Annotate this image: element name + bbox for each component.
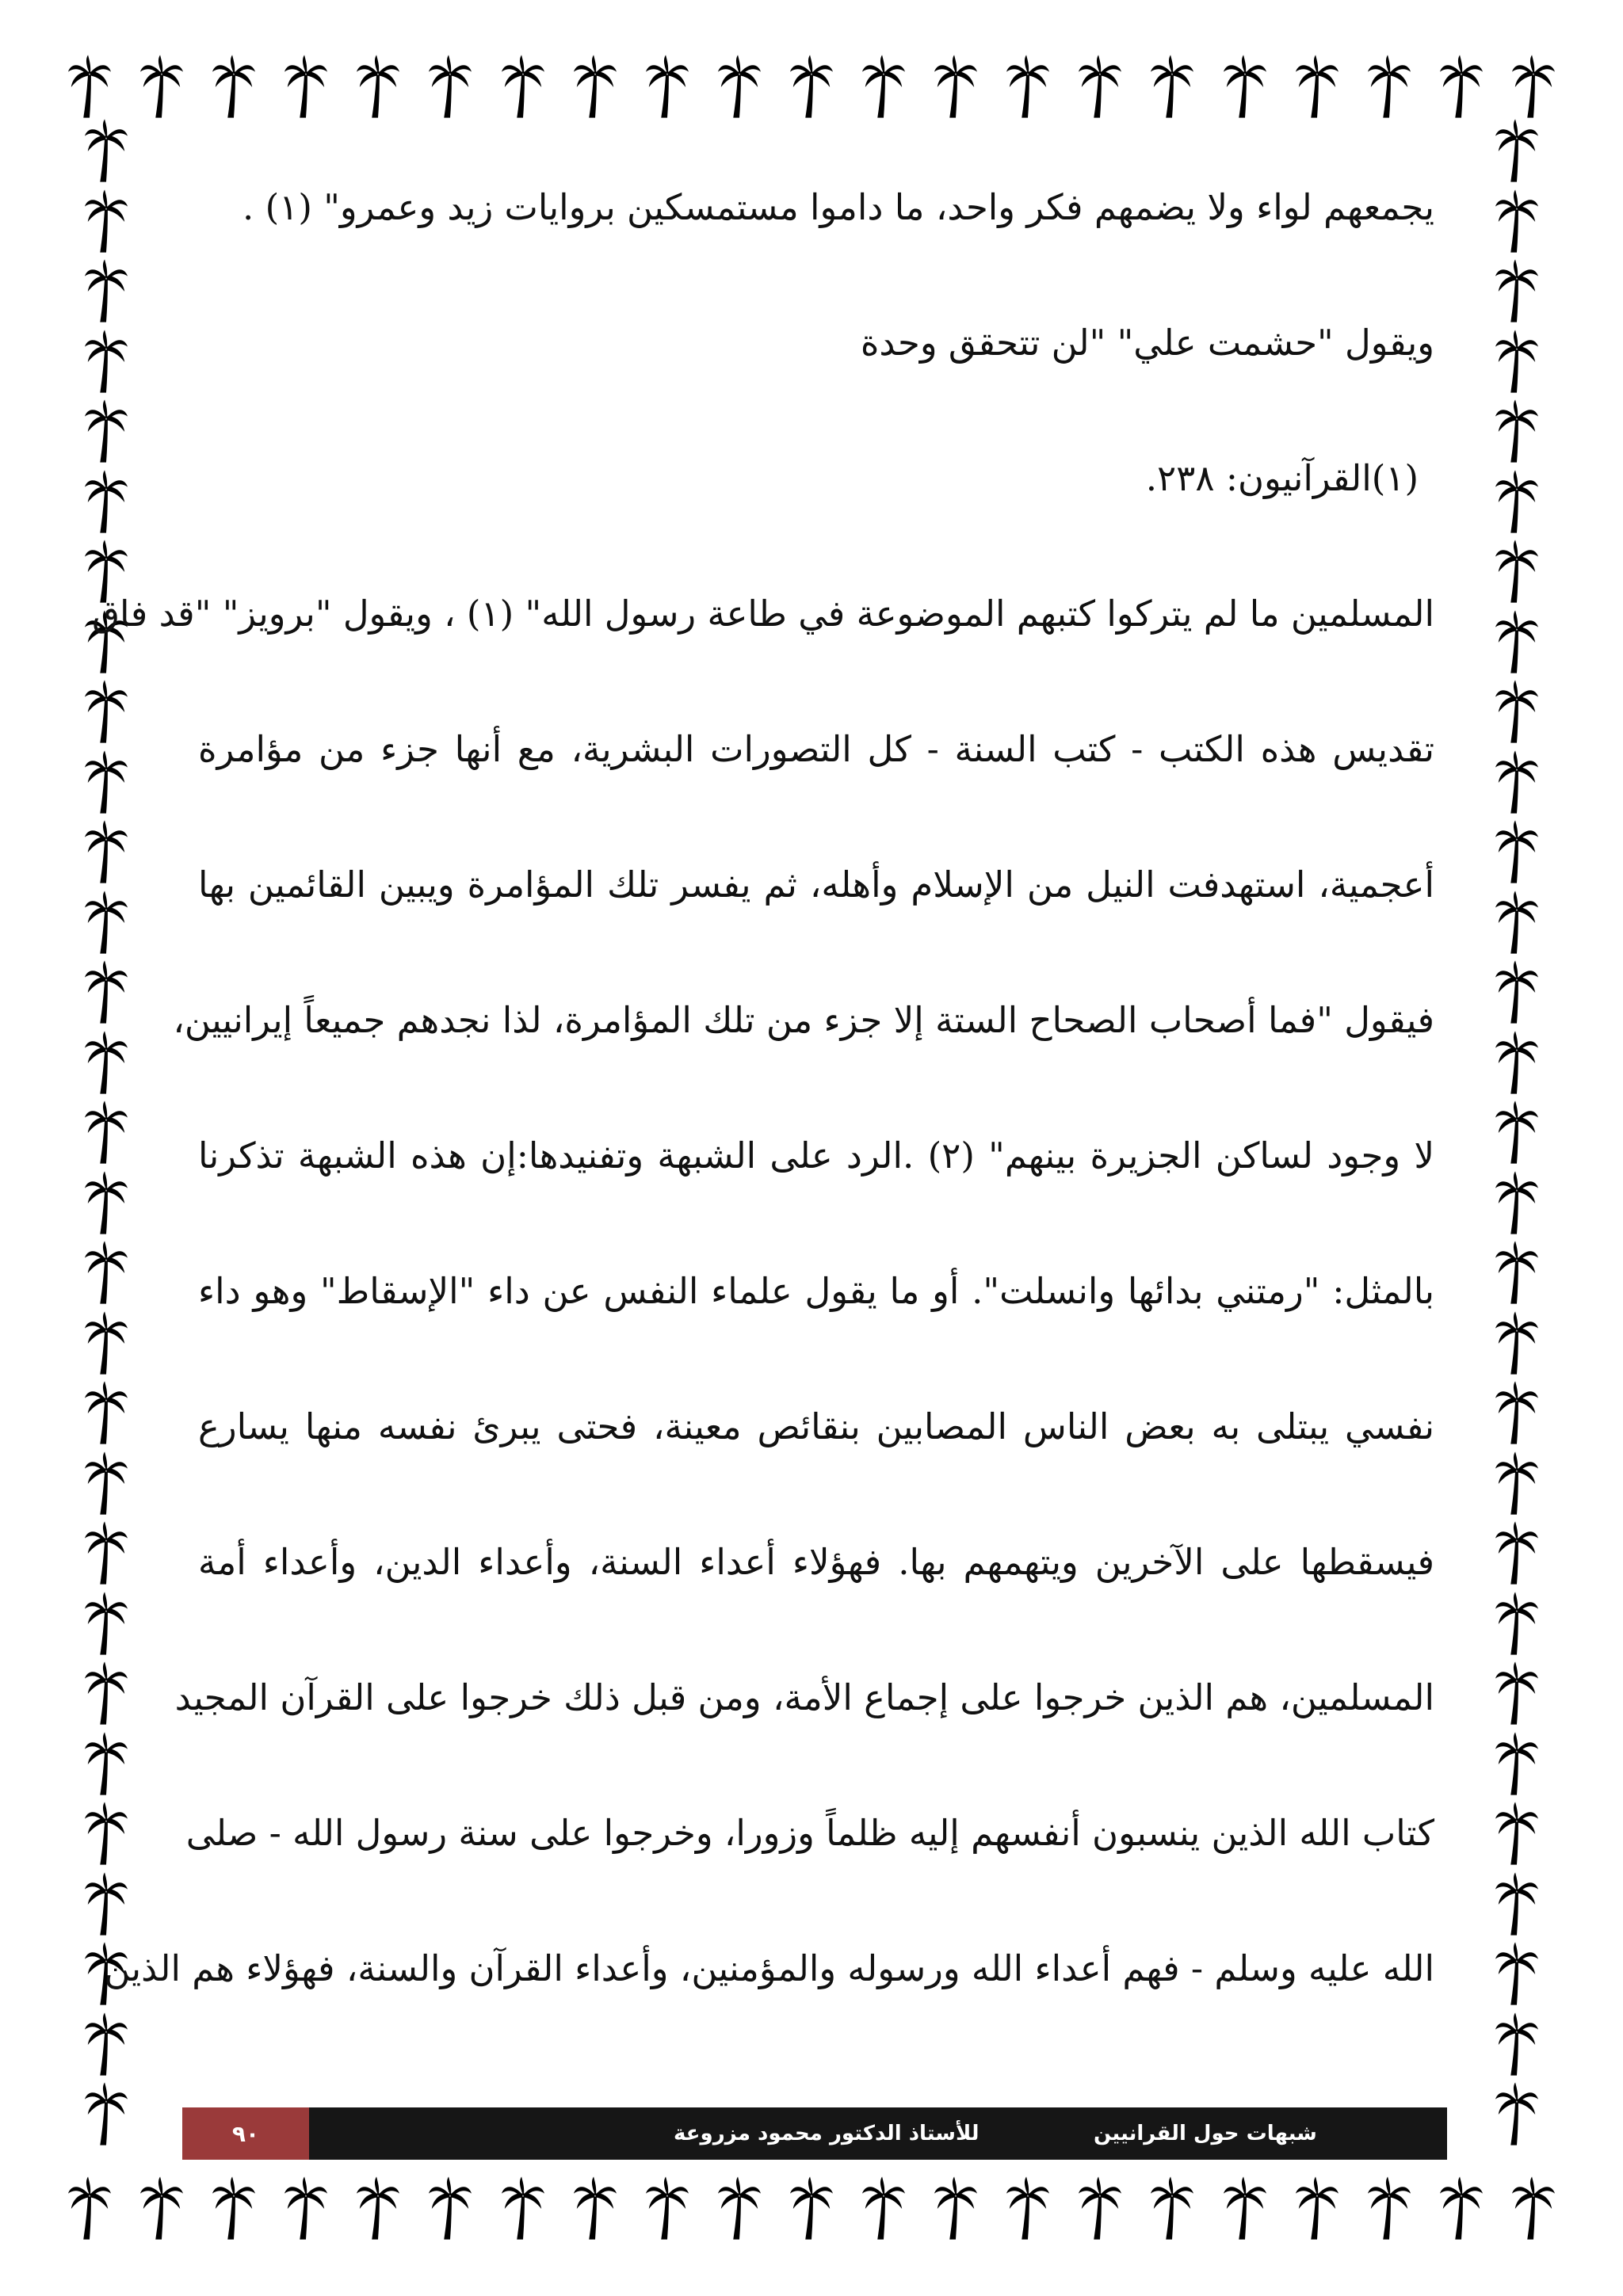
palm-tree-icon: [83, 1661, 129, 1726]
palm-tree-icon: [1005, 55, 1051, 120]
footer-book-title: شبهات حول القرانيين: [1094, 2122, 1317, 2145]
palm-tree-icon: [67, 2176, 113, 2241]
text-line: بالمثل: "رمتني بدائها وانسلت". أو ما يقول علماء النفس عن داء "الإسقاط" وهو داء: [198, 1270, 1434, 1312]
palm-tree-icon: [1494, 891, 1540, 955]
border-bottom: [67, 2169, 1556, 2248]
palm-tree-icon: [1510, 55, 1556, 120]
palm-tree-icon: [83, 1031, 129, 1096]
palm-tree-icon: [83, 750, 129, 815]
palm-tree-icon: [283, 55, 329, 120]
palm-tree-icon: [1494, 119, 1540, 184]
text-line: نفسي يبتلى به بعض الناس المصابين بنقائص معينة، فحتى يبرئ نفسه منها يسارع: [198, 1405, 1434, 1447]
palm-tree-icon: [572, 55, 618, 120]
palm-tree-icon: [139, 2176, 185, 2241]
text-line: يجمعهم لواء ولا يضمهم فكر واحد، ما داموا مستمسكين بروايات زيد وعمرو" (١) .: [242, 186, 1434, 228]
palm-tree-icon: [1494, 1451, 1540, 1516]
palm-tree-icon: [1294, 55, 1340, 120]
palm-tree-icon: [1494, 2082, 1540, 2147]
palm-tree-icon: [83, 2082, 129, 2147]
text-line: فيسقطها على الآخرين ويتهمهم بها. فهؤلاء أعداء السنة، وأعداء الدين، وأعداء أمة: [198, 1541, 1434, 1583]
palm-tree-icon: [83, 1100, 129, 1165]
palm-tree-icon: [1494, 330, 1540, 395]
palm-tree-icon: [789, 2176, 834, 2241]
palm-tree-icon: [83, 1171, 129, 1236]
palm-tree-icon: [1494, 750, 1540, 815]
palm-tree-icon: [83, 1592, 129, 1657]
palm-tree-icon: [1494, 680, 1540, 745]
palm-tree-icon: [83, 1732, 129, 1797]
palm-tree-icon: [1494, 189, 1540, 254]
text-line: تقديس هذه الكتب - كتب السنة - كل التصورات البشرية، مع أنها جزء من مؤامرة: [198, 728, 1434, 770]
palm-tree-icon: [83, 960, 129, 1025]
palm-tree-icon: [1149, 2176, 1195, 2241]
palm-tree-icon: [83, 259, 129, 324]
palm-tree-icon: [1494, 1661, 1540, 1726]
palm-tree-icon: [1222, 2176, 1268, 2241]
palm-tree-icon: [1077, 55, 1123, 120]
palm-tree-icon: [644, 55, 690, 120]
palm-tree-icon: [1494, 1171, 1540, 1236]
page-body: [92, 176, 1434, 2073]
palm-tree-icon: [572, 2176, 618, 2241]
palm-tree-icon: [83, 1241, 129, 1306]
palm-tree-icon: [1222, 55, 1268, 120]
palm-tree-icon: [1494, 1381, 1540, 1446]
footer-author: للأستاذ الدكتور محمود مزروعة: [674, 2122, 980, 2145]
page-footer: [182, 2107, 1447, 2160]
palm-tree-icon: [1494, 399, 1540, 464]
palm-tree-icon: [83, 1872, 129, 1937]
palm-tree-icon: [427, 2176, 473, 2241]
palm-tree-icon: [283, 2176, 329, 2241]
palm-tree-icon: [1494, 2012, 1540, 2077]
page-number: ٩٠: [182, 2107, 309, 2160]
palm-tree-icon: [83, 1802, 129, 1867]
border-top: [67, 48, 1556, 127]
palm-tree-icon: [1494, 259, 1540, 324]
palm-tree-icon: [1005, 2176, 1051, 2241]
border-right: [1477, 119, 1556, 2147]
palm-tree-icon: [1494, 1872, 1540, 1937]
palm-tree-icon: [211, 55, 257, 120]
palm-tree-icon: [1494, 1100, 1540, 1165]
palm-tree-icon: [1494, 1521, 1540, 1586]
palm-tree-icon: [1366, 2176, 1412, 2241]
text-line: كتاب الله الذين ينسبون أنفسهم إليه ظلماً وزورا، وخرجوا على سنة رسول الله - صلى: [185, 1812, 1434, 1854]
palm-tree-icon: [933, 2176, 979, 2241]
text-line: ويقول "حشمت علي" "لن تتحقق وحدة: [860, 322, 1434, 364]
palm-tree-icon: [83, 119, 129, 184]
palm-tree-icon: [789, 55, 834, 120]
text-line: الله عليه وسلم - فهم أعداء الله ورسوله والمؤمنين، وأعداء القرآن والسنة، فهؤلاء هم الذين: [104, 1947, 1434, 1989]
palm-tree-icon: [861, 55, 907, 120]
palm-tree-icon: [1494, 1592, 1540, 1657]
palm-tree-icon: [83, 1521, 129, 1586]
palm-tree-icon: [83, 1381, 129, 1446]
text-line: المسلمين، هم الذين خرجوا على إجماع الأمة، ومن قبل ذلك خرجوا على القرآن المجيد: [174, 1676, 1434, 1718]
palm-tree-icon: [500, 55, 546, 120]
palm-tree-icon: [1494, 1241, 1540, 1306]
palm-tree-icon: [1438, 55, 1484, 120]
palm-tree-icon: [83, 189, 129, 254]
text-line: أعجمية، استهدفت النيل من الإسلام وأهله، ثم يفسر تلك المؤامرة ويبين القائمين بها: [198, 864, 1434, 906]
palm-tree-icon: [644, 2176, 690, 2241]
palm-tree-icon: [1494, 540, 1540, 605]
palm-tree-icon: [1494, 960, 1540, 1025]
palm-tree-icon: [83, 2012, 129, 2077]
palm-tree-icon: [1077, 2176, 1123, 2241]
footnote-line: (١)القرآنيون: ٢٣٨.: [1145, 457, 1419, 499]
palm-tree-icon: [1510, 2176, 1556, 2241]
palm-tree-icon: [355, 2176, 401, 2241]
palm-tree-icon: [716, 2176, 762, 2241]
palm-tree-icon: [1149, 55, 1195, 120]
palm-tree-icon: [1494, 610, 1540, 675]
palm-tree-icon: [139, 55, 185, 120]
palm-tree-icon: [83, 399, 129, 464]
palm-tree-icon: [1494, 820, 1540, 885]
palm-tree-icon: [1366, 55, 1412, 120]
border-left: [67, 119, 146, 2147]
palm-tree-icon: [1438, 2176, 1484, 2241]
palm-tree-icon: [1494, 1942, 1540, 2007]
palm-tree-icon: [1494, 1031, 1540, 1096]
palm-tree-icon: [355, 55, 401, 120]
palm-tree-icon: [716, 55, 762, 120]
palm-tree-icon: [67, 55, 113, 120]
text-line: لا وجود لساكن الجزيرة بينهم" (٢) .الرد على الشبهة وتفنيدها:إن هذه الشبهة تذكرنا: [198, 1135, 1434, 1177]
palm-tree-icon: [500, 2176, 546, 2241]
palm-tree-icon: [83, 1311, 129, 1376]
palm-tree-icon: [83, 1451, 129, 1516]
palm-tree-icon: [83, 680, 129, 745]
palm-tree-icon: [1494, 1802, 1540, 1867]
palm-tree-icon: [83, 470, 129, 535]
palm-tree-icon: [1494, 1311, 1540, 1376]
palm-tree-icon: [427, 55, 473, 120]
text-line: فيقول "فما أصحاب الصحاح الستة إلا جزء من تلك المؤامرة، لذا نجدهم جميعاً إيرانيين،: [173, 999, 1434, 1041]
palm-tree-icon: [1294, 2176, 1340, 2241]
palm-tree-icon: [933, 55, 979, 120]
palm-tree-icon: [83, 820, 129, 885]
palm-tree-icon: [83, 891, 129, 955]
palm-tree-icon: [211, 2176, 257, 2241]
palm-tree-icon: [861, 2176, 907, 2241]
text-line: المسلمين ما لم يتركوا كتبهم الموضوعة في طاعة رسول الله" (١) ، ويقول "برويز" "قد فاق: [92, 593, 1434, 635]
palm-tree-icon: [1494, 470, 1540, 535]
palm-tree-icon: [83, 330, 129, 395]
palm-tree-icon: [1494, 1732, 1540, 1797]
